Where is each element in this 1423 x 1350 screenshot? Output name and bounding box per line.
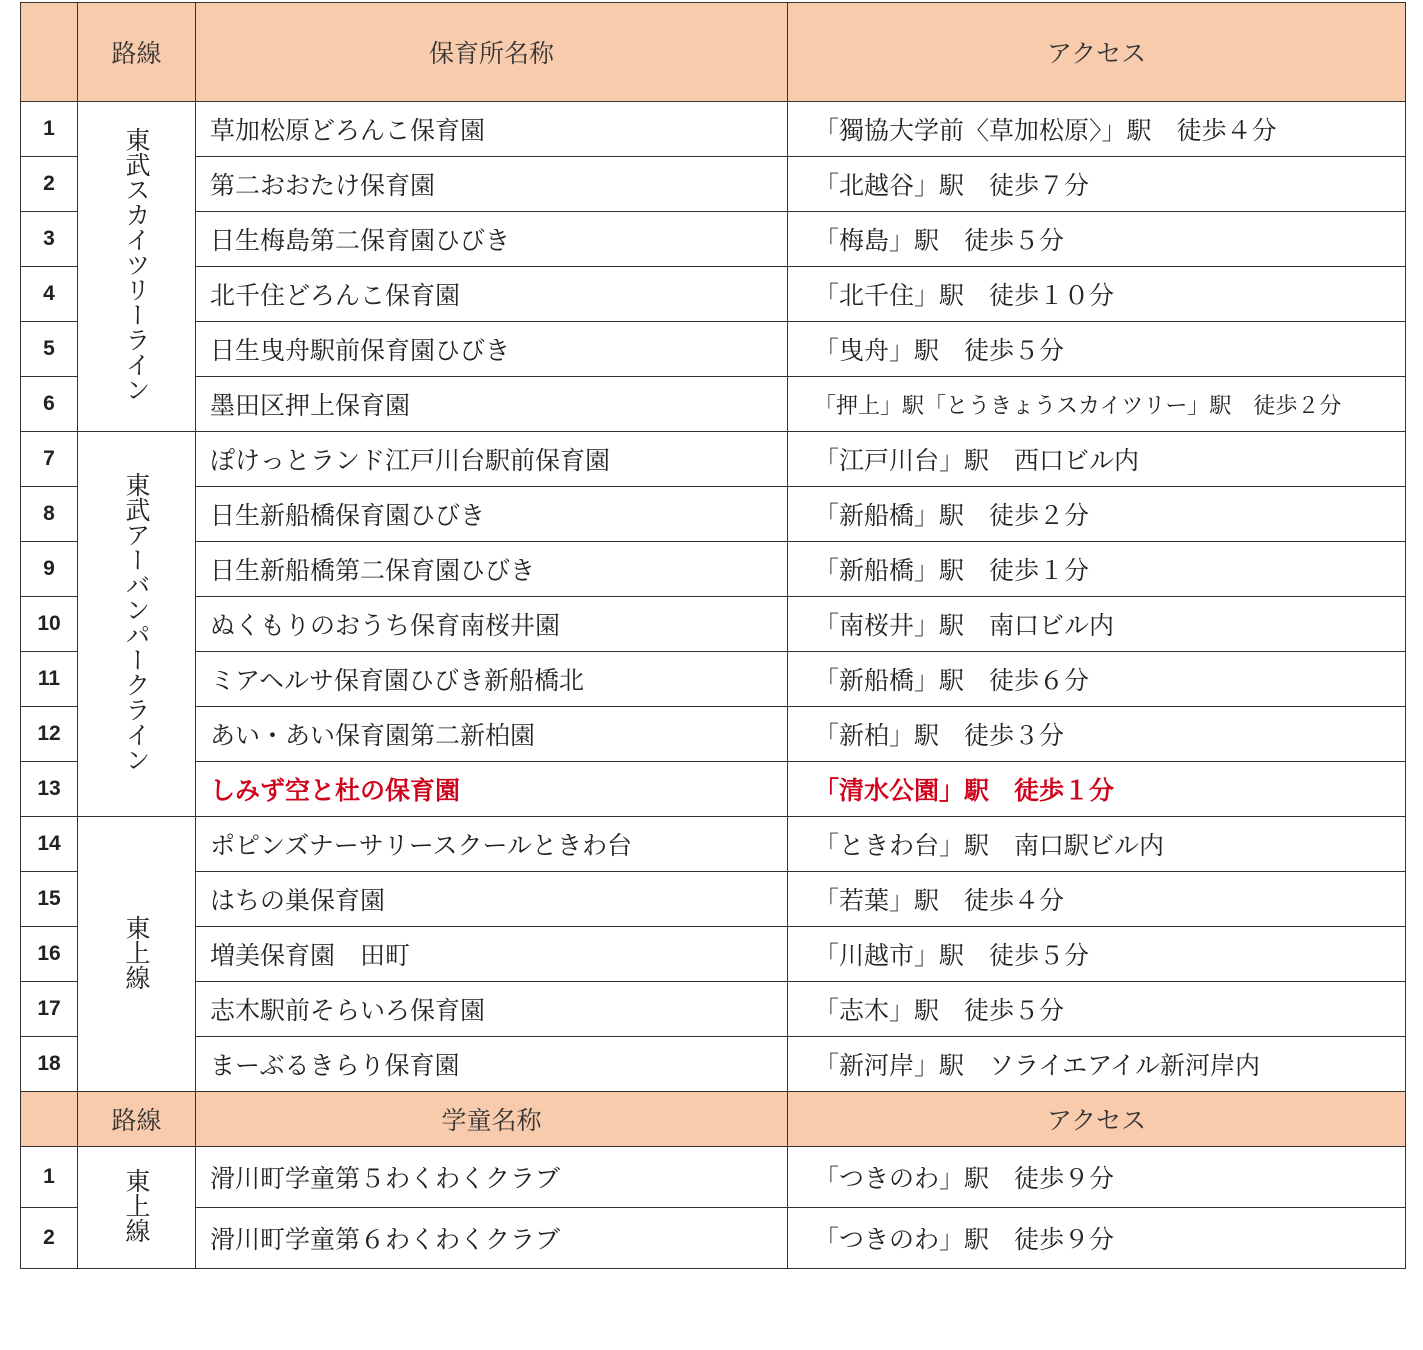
row-number: 4 [21,267,78,322]
facility-name: 日生梅島第二保育園ひびき [196,212,788,267]
access-info: 「北越谷」駅 徒歩７分 [788,157,1406,212]
access-info-highlighted: 「清水公園」駅 徒歩１分 [788,762,1406,817]
access-info: 「川越市」駅 徒歩５分 [788,927,1406,982]
table-row [21,157,1406,212]
facility-name: 墨田区押上保育園 [196,377,788,432]
row-number: 2 [21,157,78,212]
facility-name: 北千住どろんこ保育園 [196,267,788,322]
facility-name: 増美保育園 田町 [196,927,788,982]
row-number: 18 [21,1037,78,1092]
table-row [21,817,1406,872]
table-row [21,377,1406,432]
table-row [21,102,1406,157]
facility-name-highlighted: しみず空と杜の保育園 [196,762,788,817]
access-info: 「つきのわ」駅 徒歩９分 [788,1208,1406,1269]
table-row [21,1208,1406,1269]
table-row [21,322,1406,377]
header-line: 路線 [78,1092,196,1147]
table-header-row [21,3,1406,102]
row-number: 14 [21,817,78,872]
access-info: 「新船橋」駅 徒歩２分 [788,487,1406,542]
facility-name: 日生新船橋第二保育園ひびき [196,542,788,597]
access-info: 「新柏」駅 徒歩３分 [788,707,1406,762]
table-row [21,707,1406,762]
line-group-cell [78,1147,196,1269]
table-row [21,542,1406,597]
row-number: 7 [21,432,78,487]
line-name: 東武アーバンパークライン [122,472,151,772]
access-info: 「江戸川台」駅 西口ビル内 [788,432,1406,487]
facility-name: 日生新船橋保育園ひびき [196,487,788,542]
table-row [21,652,1406,707]
header-number [21,3,78,102]
header-line: 路線 [78,3,196,102]
access-info: 「新河岸」駅 ソライエアイル新河岸内 [788,1037,1406,1092]
facility-name: まーぶるきらり保育園 [196,1037,788,1092]
access-info: 「新船橋」駅 徒歩１分 [788,542,1406,597]
facility-name: 滑川町学童第５わくわくクラブ [196,1147,788,1208]
row-number: 1 [21,1147,78,1208]
access-info: 「北千住」駅 徒歩１０分 [788,267,1406,322]
header-number [21,1092,78,1147]
access-info: 「曳舟」駅 徒歩５分 [788,322,1406,377]
line-group-cell [78,432,196,817]
row-number: 5 [21,322,78,377]
line-group-cell [78,817,196,1092]
facility-name: 草加松原どろんこ保育園 [196,102,788,157]
row-number: 9 [21,542,78,597]
line-name: 東上線 [122,1168,151,1243]
row-number: 17 [21,982,78,1037]
header-name: 学童名称 [196,1092,788,1147]
row-number: 15 [21,872,78,927]
row-number: 8 [21,487,78,542]
access-info: 「つきのわ」駅 徒歩９分 [788,1147,1406,1208]
access-info: 「新船橋」駅 徒歩６分 [788,652,1406,707]
facility-name: 志木駅前そらいろ保育園 [196,982,788,1037]
nursery-table [20,2,1406,1269]
header-access: アクセス [788,1092,1406,1147]
header-access: アクセス [788,3,1406,102]
facility-name: あい・あい保育園第二新柏園 [196,707,788,762]
access-info: 「梅島」駅 徒歩５分 [788,212,1406,267]
table-row [21,982,1406,1037]
row-number: 6 [21,377,78,432]
row-number: 2 [21,1208,78,1269]
row-number: 11 [21,652,78,707]
row-number: 12 [21,707,78,762]
facility-name: はちの巣保育園 [196,872,788,927]
table-header-row-afterschool [21,1092,1406,1147]
row-number: 3 [21,212,78,267]
row-number: 13 [21,762,78,817]
table-row [21,927,1406,982]
line-group-cell [78,102,196,432]
facility-name: 滑川町学童第６わくわくクラブ [196,1208,788,1269]
facility-name: 第二おおたけ保育園 [196,157,788,212]
access-info: 「押上」駅「とうきょうスカイツリー」駅 徒歩２分 [788,377,1406,432]
access-info: 「志木」駅 徒歩５分 [788,982,1406,1037]
facility-name: ミアヘルサ保育園ひびき新船橋北 [196,652,788,707]
table-row [21,267,1406,322]
facility-name: ぽけっとランド江戸川台駅前保育園 [196,432,788,487]
row-number: 10 [21,597,78,652]
table-row [21,597,1406,652]
table-row [21,432,1406,487]
line-name: 東武スカイツリーライン [122,127,151,402]
access-info: 「若葉」駅 徒歩４分 [788,872,1406,927]
table-row [21,1147,1406,1208]
facility-name: ポピンズナーサリースクールときわ台 [196,817,788,872]
access-info: 「ときわ台」駅 南口駅ビル内 [788,817,1406,872]
access-info: 「獨協大学前〈草加松原〉」駅 徒歩４分 [788,102,1406,157]
table-row [21,487,1406,542]
table-row [21,212,1406,267]
line-name: 東上線 [122,914,151,990]
header-name: 保育所名称 [196,3,788,102]
table-row [21,872,1406,927]
table-row-highlighted [21,762,1406,817]
facility-name: ぬくもりのおうち保育南桜井園 [196,597,788,652]
facility-name: 日生曳舟駅前保育園ひびき [196,322,788,377]
row-number: 1 [21,102,78,157]
table-row [21,1037,1406,1092]
row-number: 16 [21,927,78,982]
access-info: 「南桜井」駅 南口ビル内 [788,597,1406,652]
